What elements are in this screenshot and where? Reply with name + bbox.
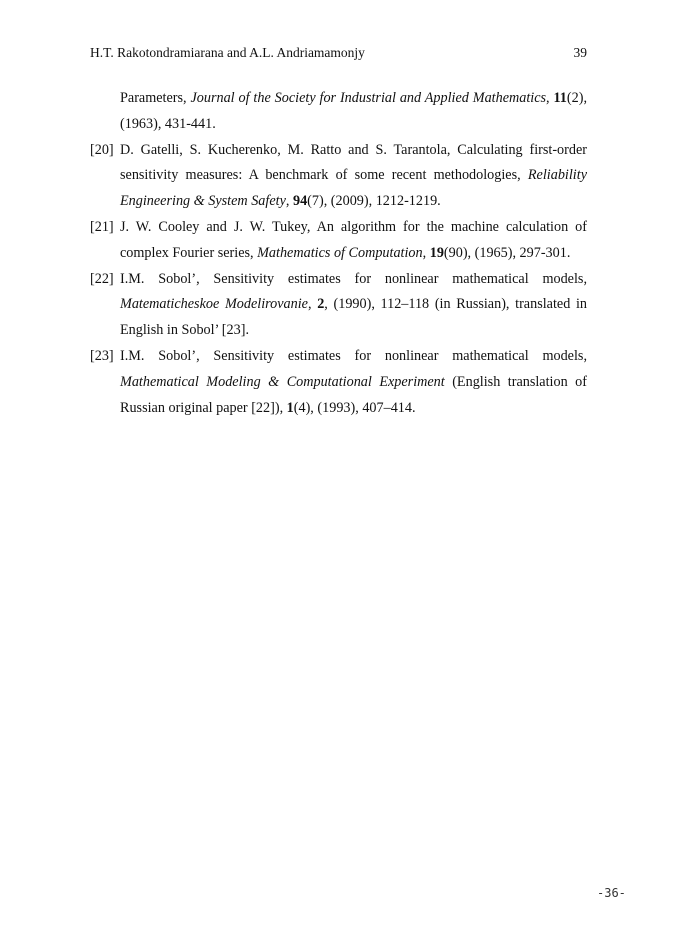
reference-details: (7), (2009), 1212-1219. <box>307 193 441 210</box>
reference-item-22 <box>90 267 587 344</box>
reference-journal: Mathematical Modeling & Computational Experiment <box>120 373 445 390</box>
reference-separator: (English translation of Russian original paper [22]), <box>120 373 587 416</box>
reference-journal: Journal of the Society for Industrial and Applied Mathematics <box>190 90 547 106</box>
reference-list <box>90 86 587 421</box>
reference-text: J. W. Cooley and J. W. Tukey, An algorithm for the machine calculation of complex Fourier series, <box>120 218 587 261</box>
reference-volume: 94 <box>292 193 308 210</box>
reference-separator: , <box>307 296 318 313</box>
page-footer-number: -36- <box>597 886 626 900</box>
reference-volume: 11 <box>553 90 567 106</box>
reference-item-21 <box>90 215 587 267</box>
reference-details: (4), (1993), 407–414. <box>293 399 416 416</box>
reference-item-20 <box>90 138 587 215</box>
reference-details: (90), (1965), 297-301. <box>443 244 571 261</box>
header-page-number: 39 <box>573 45 587 60</box>
reference-item-23 <box>90 344 587 421</box>
reference-text: I.M. Sobol’, Sensitivity estimates for nonlinear mathematical models, <box>120 270 587 287</box>
reference-text: I.M. Sobol’, Sensitivity estimates for nonlinear mathematical models, <box>120 347 587 364</box>
reference-number: [21] <box>90 218 114 235</box>
reference-separator: , <box>285 193 293 210</box>
reference-text: D. Gatelli, S. Kucherenko, M. Ratto and S. Tarantola, Calculating first-order sensitivity measures: A benchmark of some recent methodologies, <box>120 141 587 184</box>
reference-number: [22] <box>90 270 114 287</box>
reference-text: Parameters, <box>120 90 191 106</box>
reference-details: (2), (1963), 431-441. <box>120 90 587 132</box>
reference-details: , (1990), 112–118 (in Russian), translated in English in Sobol’ [23]. <box>120 296 588 339</box>
reference-volume: 1 <box>286 399 294 416</box>
reference-journal: Matematicheskoe Modelirovanie <box>120 296 308 313</box>
reference-volume: 2 <box>317 296 325 313</box>
reference-separator: , <box>422 244 430 261</box>
reference-number: [23] <box>90 347 114 364</box>
reference-journal: Reliability Engineering & System Safety <box>120 167 587 210</box>
reference-journal: Mathematics of Computation <box>257 244 423 261</box>
reference-separator: , <box>546 90 554 106</box>
reference-number: [20] <box>90 141 114 158</box>
header-authors: H.T. Rakotondramiarana and A.L. Andriamamonjy <box>90 45 365 60</box>
reference-volume: 19 <box>429 244 444 261</box>
reference-continuation <box>90 86 587 138</box>
